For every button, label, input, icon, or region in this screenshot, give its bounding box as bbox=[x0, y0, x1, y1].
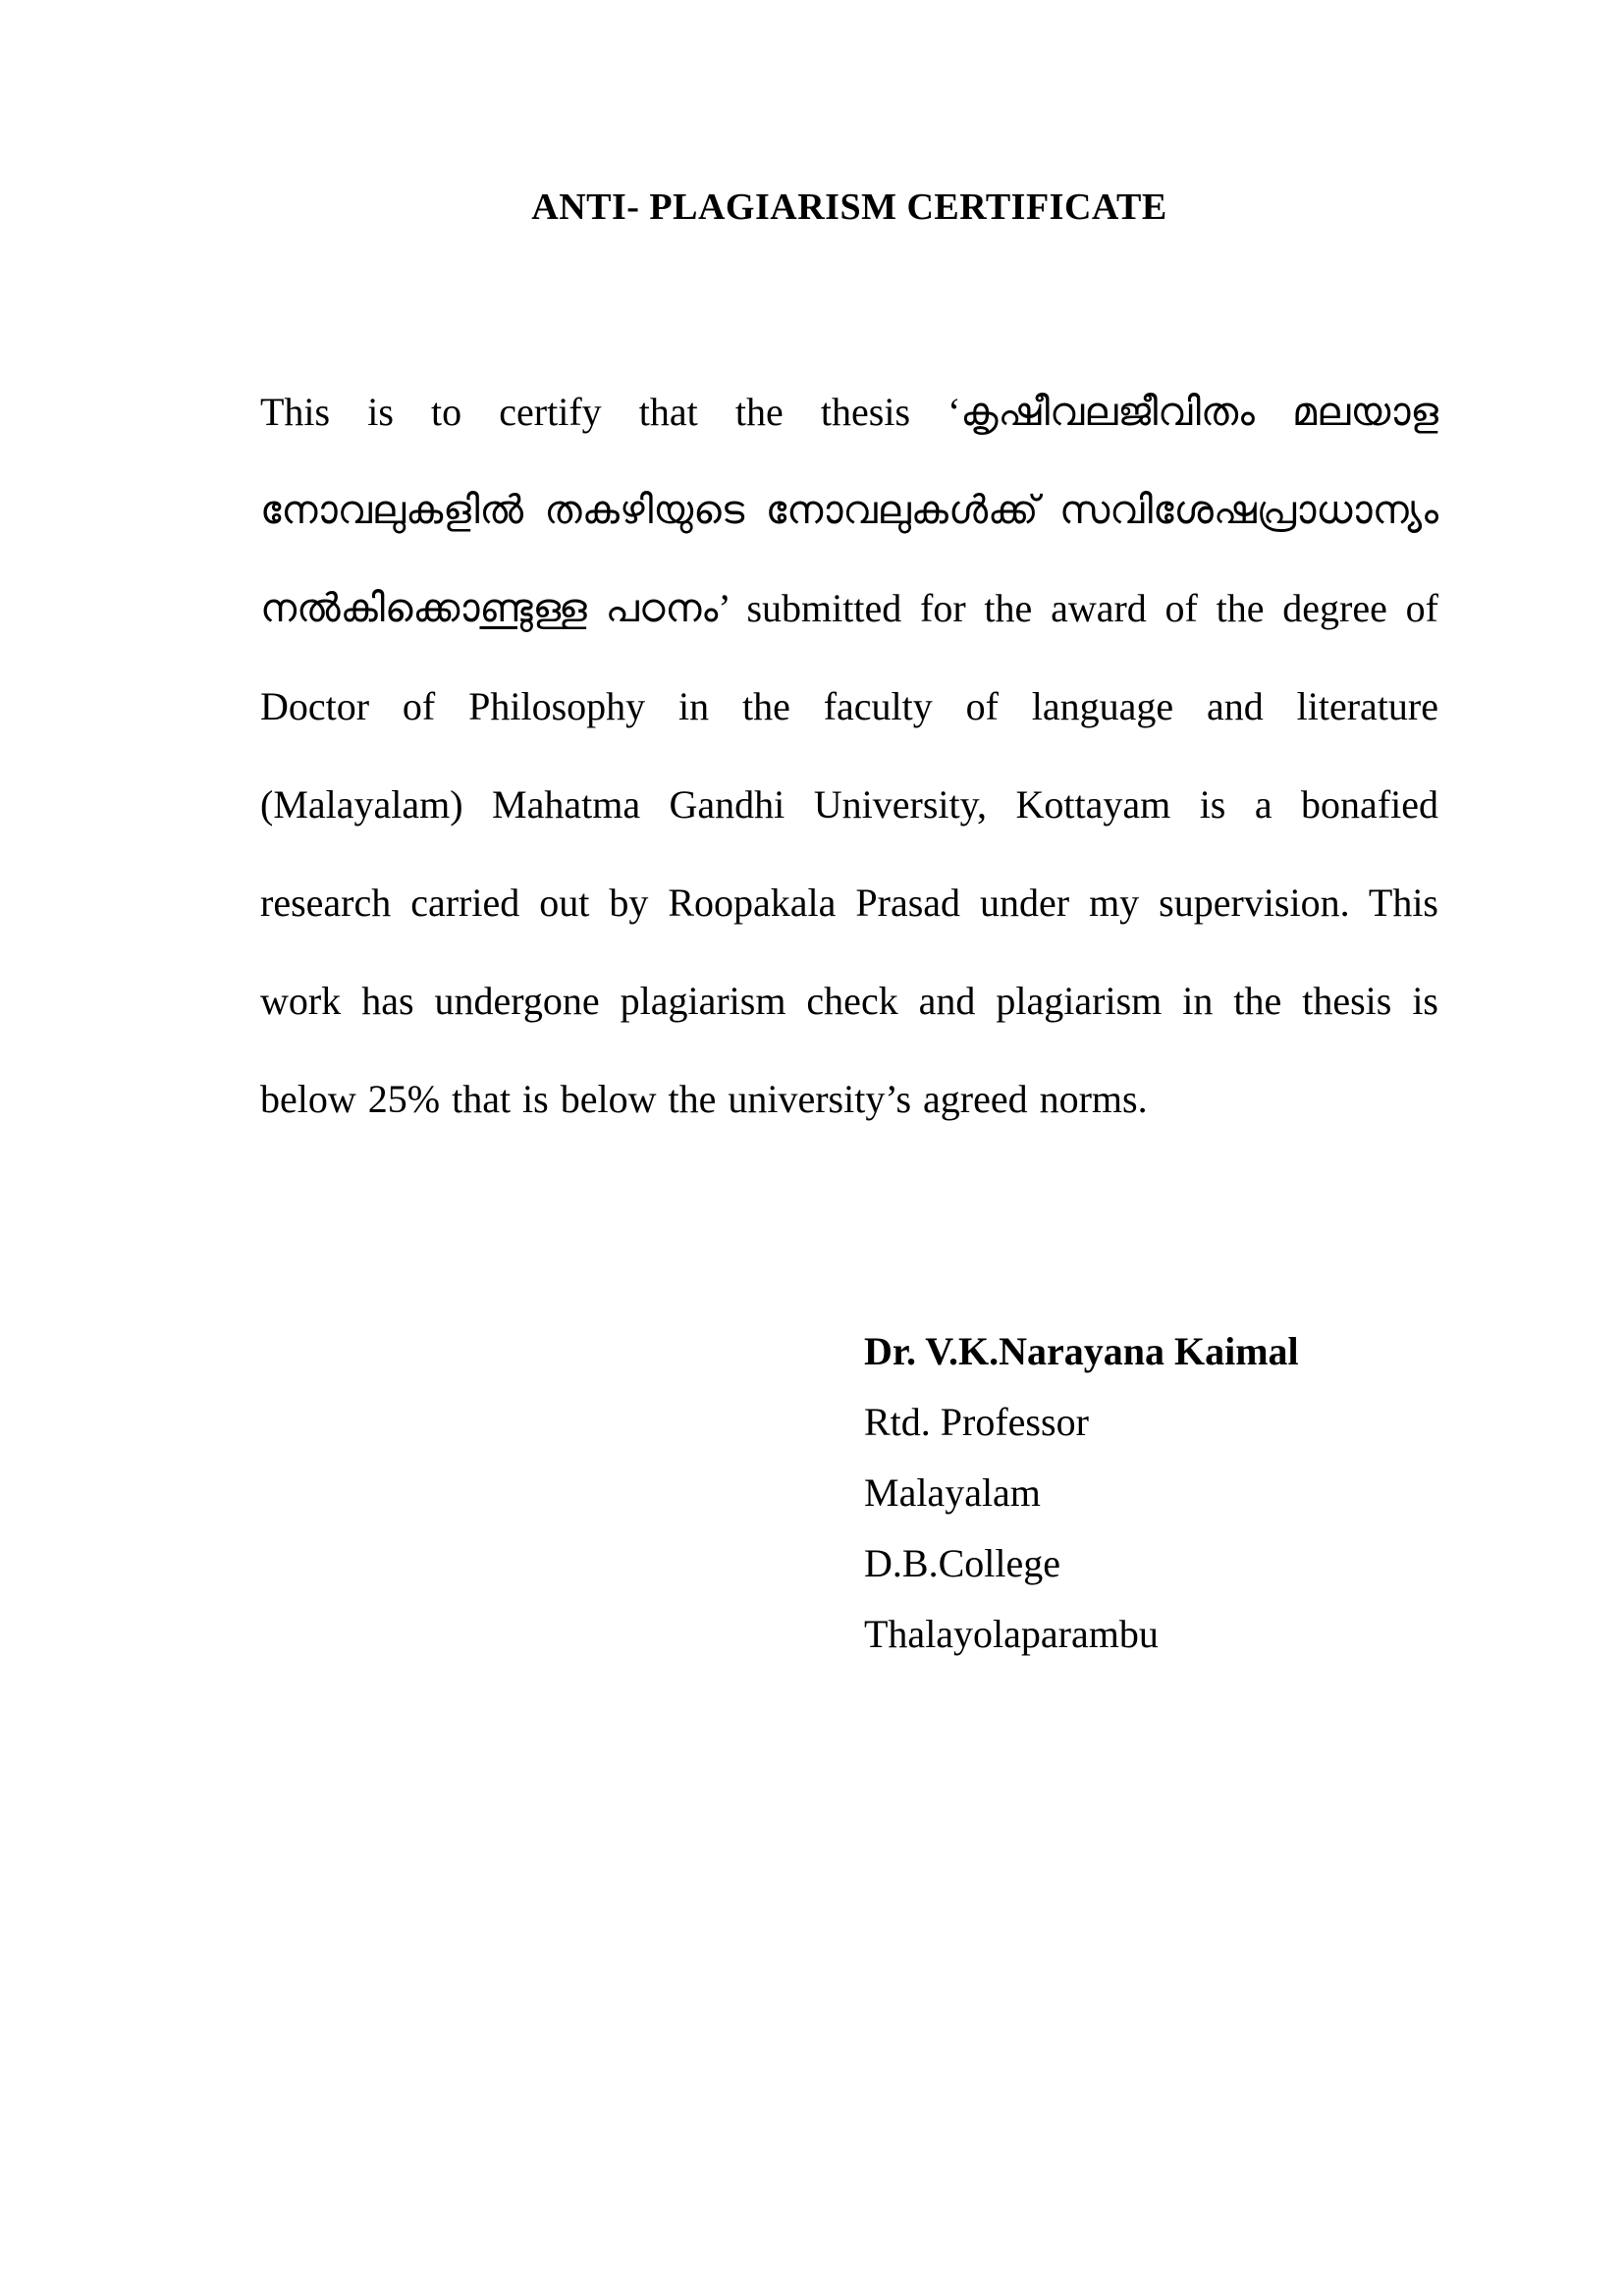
signatory-department: Malayalam bbox=[864, 1470, 1041, 1515]
signatory-place: Thalayolaparambu bbox=[864, 1612, 1159, 1656]
body-text-underlined-malayalam: ണ്ടുള്ള bbox=[479, 586, 587, 630]
signatory-name: Dr. V.K.Narayana Kaimal bbox=[864, 1329, 1299, 1373]
page-content bbox=[260, 0, 1438, 1670]
certificate-body-paragraph bbox=[260, 363, 1438, 1148]
signatory-designation: Rtd. Professor bbox=[864, 1400, 1089, 1444]
body-text-segment-2: പഠനം’ submitted for the award of the degree of Doctor of Philosophy in the faculty of language and literature (Malayalam) Mahatma Gandhi University, Kottayam is a bonafied research carried out by Roopakala Prasad under my supervision. This work has undergone plagiarism check and plagiarism in the thesis is below 25% that is below the university’s agreed norms. bbox=[260, 586, 1438, 1121]
body-text-segment-1: This is to certify that the thesis ‘കൃഷീവലജീവിതം മലയാള നോവലുകളിൽ തകഴിയുടെ നോവലുകൾക്ക് സവിശേഷപ്രാധാന്യം നൽകിക്കൊ bbox=[260, 390, 1438, 630]
signatory-college: D.B.College bbox=[864, 1541, 1060, 1585]
page-title: ANTI- PLAGIARISM CERTIFICATE bbox=[531, 187, 1167, 228]
signature-block bbox=[864, 1316, 1438, 1670]
